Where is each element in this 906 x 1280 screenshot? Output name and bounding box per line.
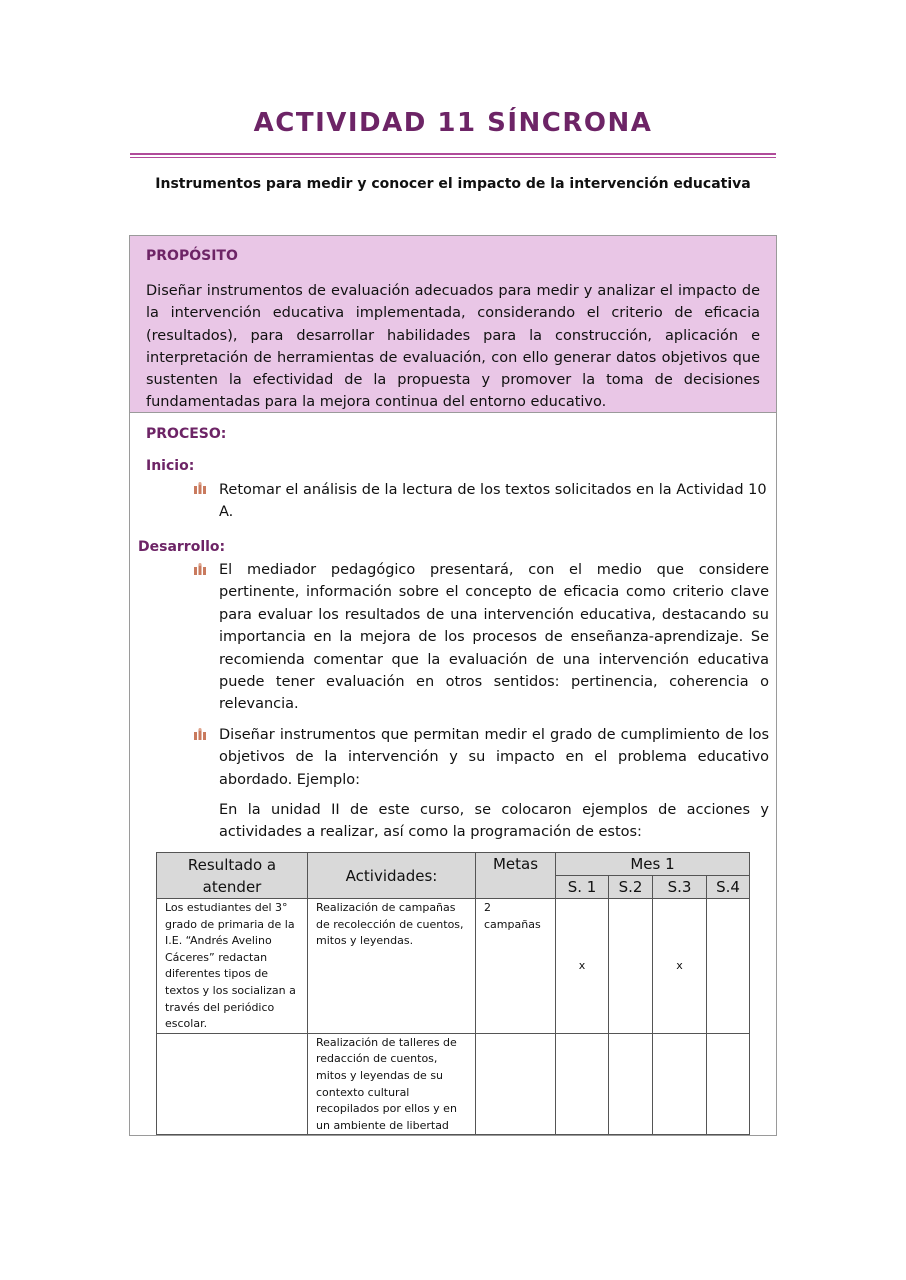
cell-actividad: Realización de campañas de recolección de cuentos, mitos y leyendas. — [308, 899, 476, 1034]
cell-week-3 — [653, 1033, 707, 1135]
cell-week-3: x — [653, 899, 707, 1034]
table-row — [157, 1033, 750, 1135]
page-subtitle: Instrumentos para medir y conocer el impacto de la intervención educativa — [155, 176, 751, 192]
header-resultado: Resultado a atender — [157, 853, 308, 899]
inicio-label: Inicio: — [146, 458, 195, 474]
cell-week-2 — [609, 899, 653, 1034]
page-title: ACTIVIDAD 11 SÍNCRONA — [253, 108, 653, 138]
header-week-2: S.2 — [609, 876, 653, 899]
header-metas: Metas — [476, 853, 556, 899]
cell-resultado: Los estudiantes del 3° grado de primaria de la I.E. “Andrés Avelino Cáceres” redactan diferentes tipos de textos y los socializan a través del periódico escolar. — [157, 899, 308, 1034]
title-rule-thin — [130, 157, 776, 158]
header-actividades: Actividades: — [308, 853, 476, 899]
desarrollo-bullet-2: Diseñar instrumentos que permitan medir el grado de cumplimiento de los objetivos de la intervención y su impacto en el problema educativo abordado. Ejemplo: — [219, 727, 769, 788]
activity-box — [129, 235, 777, 1136]
table-row — [157, 899, 750, 1034]
proceso-title: PROCESO: — [146, 426, 227, 442]
cell-week-4 — [707, 1033, 750, 1135]
proposito-text: Diseñar instrumentos de evaluación adecuados para medir y analizar el impacto de la intervención educativa implementada, considerando el criterio de eficacia (resultados), para desarrollar habilidades para la construcción, aplicación e interpretación de herramientas de evaluación, con ello generar datos objetivos que sustenten la efectividad de la propuesta y promover la toma de decisiones fundamentadas para la mejora continua del entorno educativo. — [146, 283, 760, 411]
cell-week-2 — [609, 1033, 653, 1135]
cell-resultado — [157, 1033, 308, 1135]
cell-week-1 — [556, 1033, 609, 1135]
cell-week-1: x — [556, 899, 609, 1034]
header-week-1: S. 1 — [556, 876, 609, 899]
cell-week-4 — [707, 899, 750, 1034]
desarrollo-label: Desarrollo: — [138, 539, 226, 555]
ornament-bullet-icon — [194, 728, 206, 741]
proposito-title: PROPÓSITO — [146, 248, 238, 264]
desarrollo-paragraph: En la unidad II de este curso, se colocaron ejemplos de acciones y actividades a realizar, así como la programación de estos: — [219, 802, 769, 841]
programacion-table — [156, 852, 750, 1135]
proposito-section — [130, 236, 776, 413]
inicio-bullet-1: Retomar el análisis de la lectura de los textos solicitados en la Actividad 10 A. — [219, 482, 767, 521]
header-week-3: S.3 — [653, 876, 707, 899]
cell-actividad: Realización de talleres de redacción de cuentos, mitos y leyendas de su contexto cultural recopilados por ellos y en un ambiente de libertad — [308, 1033, 476, 1135]
header-mes: Mes 1 — [556, 853, 750, 876]
ornament-bullet-icon — [194, 563, 206, 576]
desarrollo-bullet-1: El mediador pedagógico presentará, con el medio que considere pertinente, información sobre el concepto de eficacia como criterio clave para evaluar los resultados de una intervención educativa, destacando su importancia en la mejora de los procesos de enseñanza-aprendizaje. Se recomienda comentar que la evaluación de una intervención educativa puede tener evaluación en otros sentidos: pertinencia, coherencia o relevancia. — [219, 562, 769, 713]
header-week-4: S.4 — [707, 876, 750, 899]
title-rule-thick — [130, 153, 776, 155]
cell-metas: 2 campañas — [476, 899, 556, 1034]
cell-metas — [476, 1033, 556, 1135]
ornament-bullet-icon — [194, 482, 206, 495]
